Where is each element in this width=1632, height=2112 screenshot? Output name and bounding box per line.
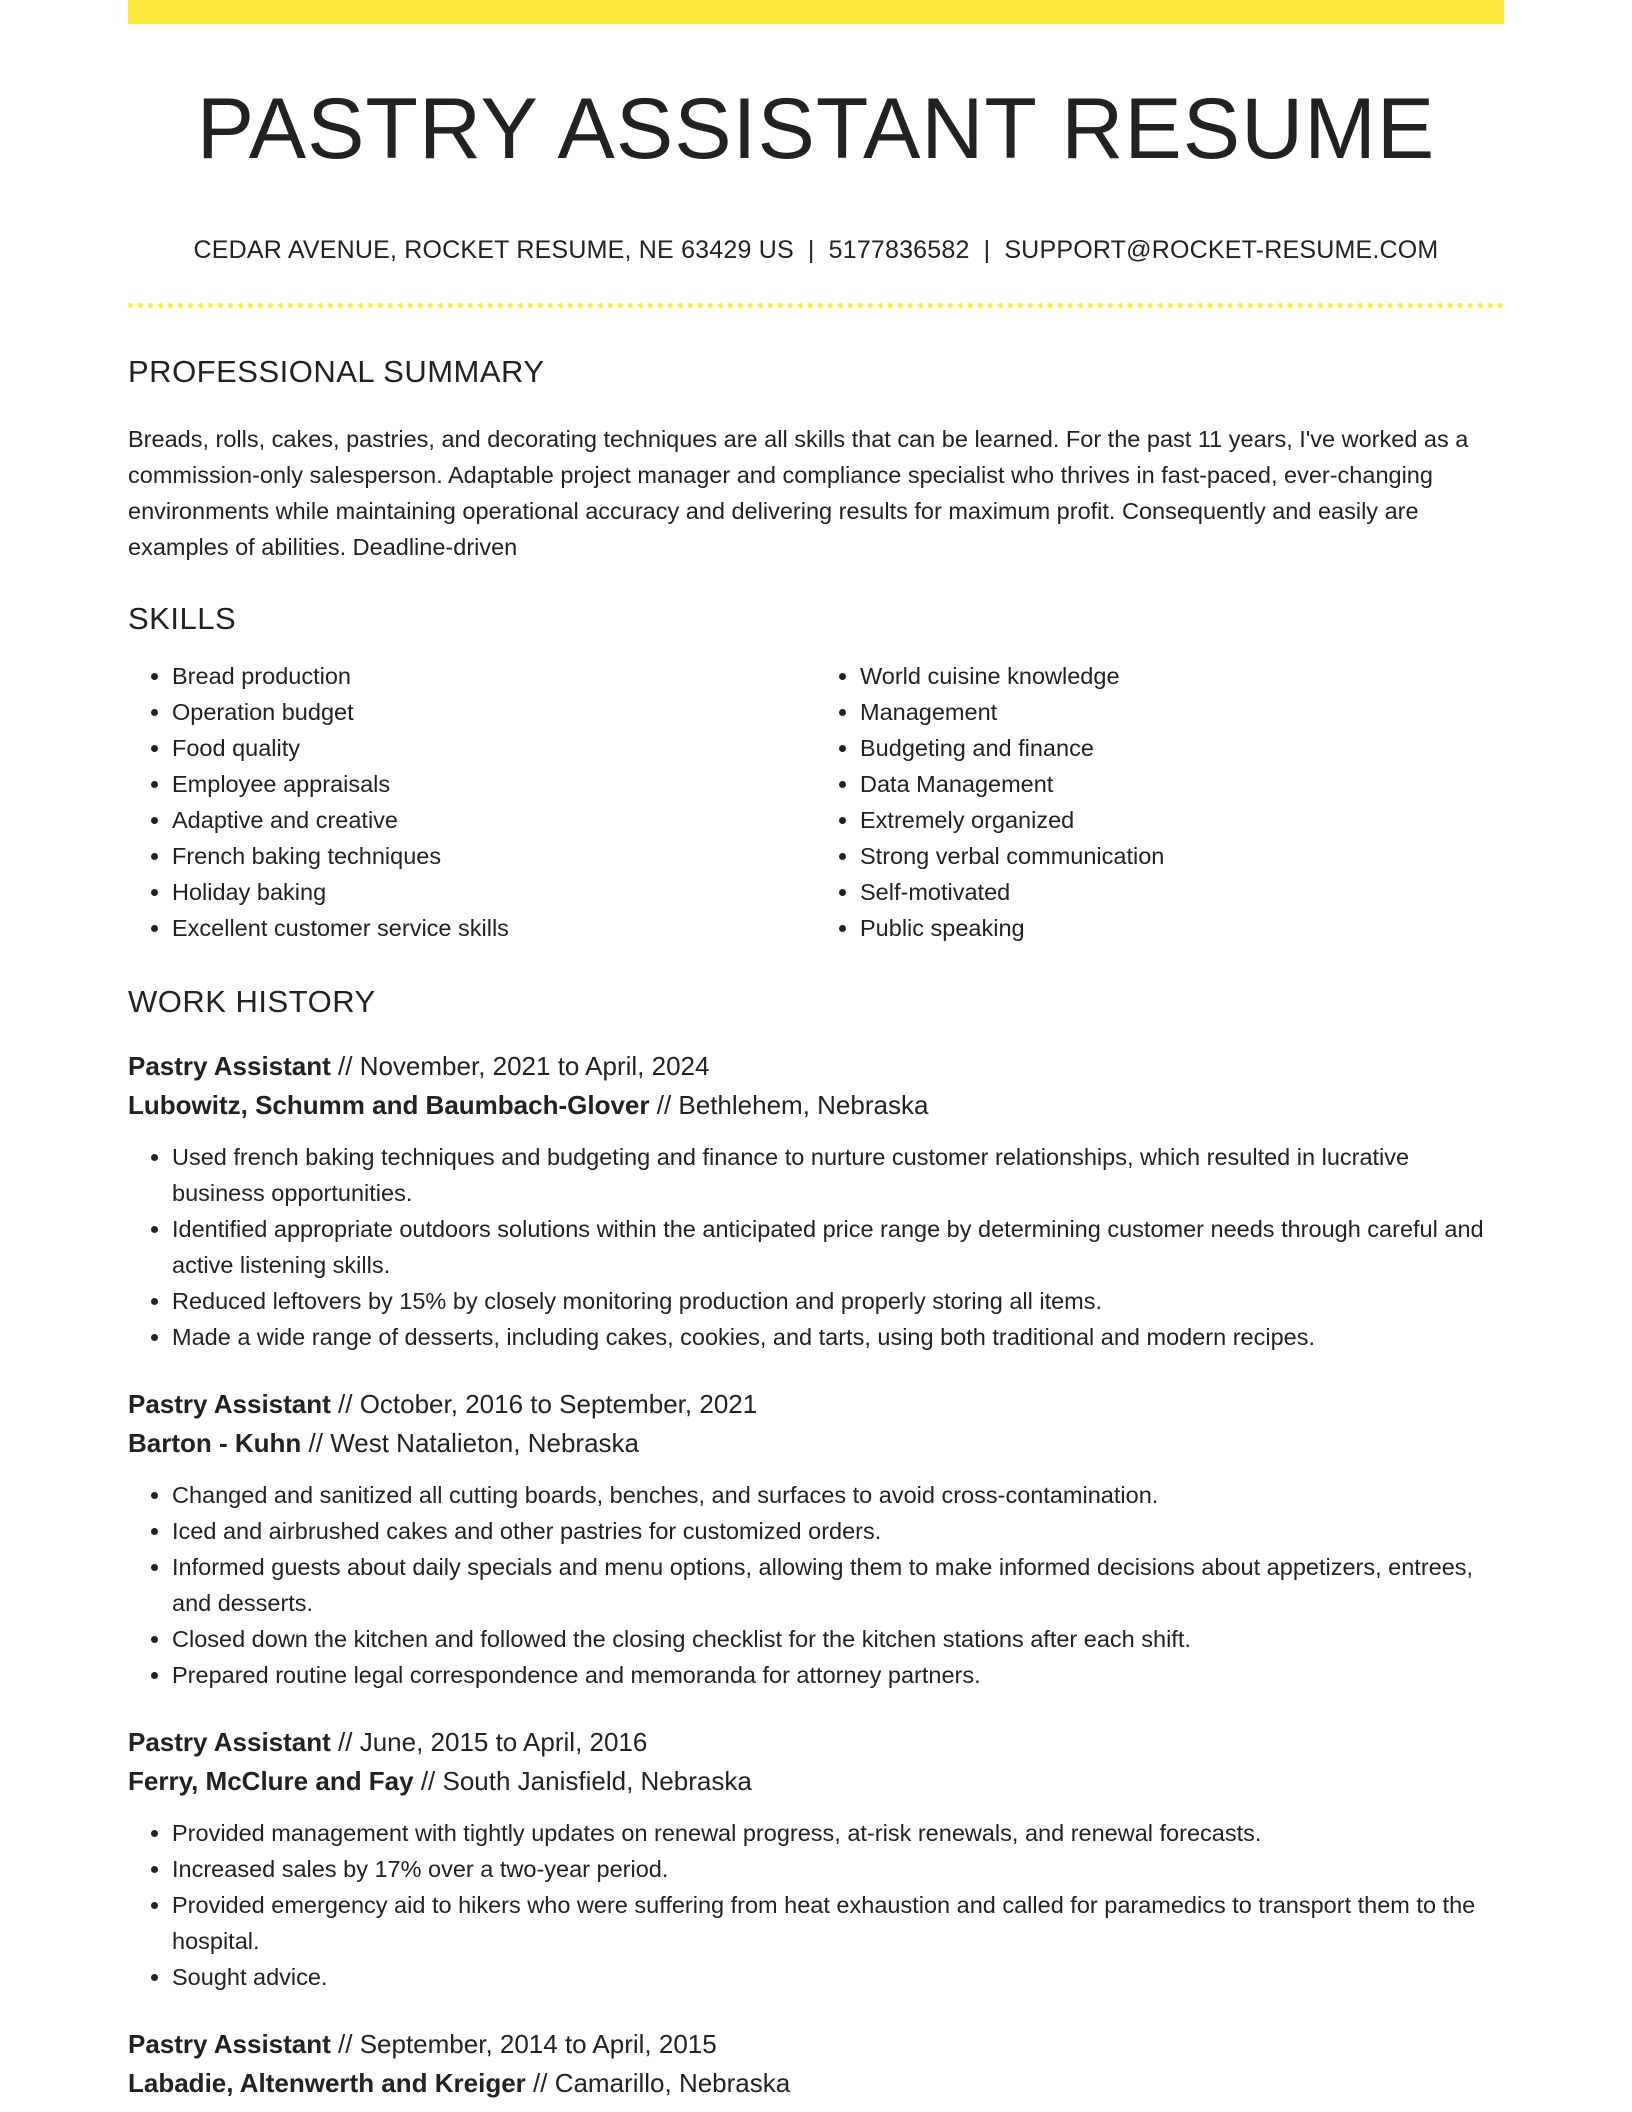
job-bullet: • Sought advice. [172, 1959, 1504, 1995]
separator: | [983, 236, 991, 264]
job-dates: // October, 2016 to September, 2021 [330, 1389, 758, 1419]
job-bullet: • Prepared routine legal correspondence and memoranda for attorney partners. [172, 1657, 1504, 1693]
job-dates: // November, 2021 to April, 2024 [330, 1051, 710, 1081]
job-bullet: • Reduced leftovers by 15% by closely monitoring production and properly storing all items. [172, 1283, 1504, 1319]
skill-item: • Self-motivated [860, 874, 1504, 910]
job-role: Pastry Assistant [128, 2029, 331, 2059]
job-bullet: • Iced and airbrushed cakes and other pastries for customized orders. [172, 1513, 1504, 1549]
job-title-line [128, 1385, 1504, 1424]
skills-list [128, 658, 1504, 946]
job-bullet: • Identified appropriate outdoors solutions within the anticipated price range by determining customer needs through careful and active listening skills. [172, 1211, 1504, 1283]
summary-heading: PROFESSIONAL SUMMARY [128, 354, 545, 389]
skill-item: • Food quality [172, 730, 816, 766]
skill-item: • Budgeting and finance [860, 730, 1504, 766]
summary-text: Breads, rolls, cakes, pastries, and decorating techniques are all skills that can be learned. For the past 11 years, I've worked as a commission-only salesperson. Adaptable project manager and compliance specialist who thrives in fast-paced, ever-changing environments while maintaining operational accuracy and delivering results for maximum profit. Consequently and easily are examples of abilities. Deadline-driven [128, 426, 1469, 560]
job-location: // Bethlehem, Nebraska [649, 1090, 929, 1120]
job-entry [128, 1723, 1504, 1995]
job-title-line [128, 2025, 1504, 2064]
skill-item: • Bread production [172, 658, 816, 694]
job-bullets [128, 1477, 1504, 1693]
job-role: Pastry Assistant [128, 1051, 331, 1081]
skill-item: • Holiday baking [172, 874, 816, 910]
job-bullets [128, 1139, 1504, 1355]
job-dates: // June, 2015 to April, 2016 [330, 1727, 648, 1757]
job-bullet: • Closed down the kitchen and followed the closing checklist for the kitchen stations after each shift. [172, 1621, 1504, 1657]
job-entry [128, 1047, 1504, 1355]
job-bullets [128, 1815, 1504, 1995]
skills-column-right [816, 658, 1504, 946]
job-company-line [128, 1424, 1504, 1463]
work-history-heading: WORK HISTORY [128, 984, 376, 1019]
job-company-line [128, 1762, 1504, 1801]
job-company-line [128, 1086, 1504, 1125]
job-title-line [128, 1723, 1504, 1762]
contact-line [128, 236, 1504, 265]
skill-item: • World cuisine knowledge [860, 658, 1504, 694]
skills-column-left [128, 658, 816, 946]
skill-item: • Operation budget [172, 694, 816, 730]
job-company-line [128, 2064, 1504, 2103]
address: CEDAR AVENUE, ROCKET RESUME, NE 63429 US [193, 236, 794, 264]
skill-item: • Public speaking [860, 910, 1504, 946]
skill-item: • Extremely organized [860, 802, 1504, 838]
job-entry [128, 2025, 1504, 2103]
job-role: Pastry Assistant [128, 1727, 331, 1757]
skill-item: • Data Management [860, 766, 1504, 802]
skill-item: • Management [860, 694, 1504, 730]
job-bullet: • Increased sales by 17% over a two-year period. [172, 1851, 1504, 1887]
resume-page [128, 0, 1504, 2103]
skill-item: • Adaptive and creative [172, 802, 816, 838]
job-company: Labadie, Altenwerth and Kreiger [128, 2068, 526, 2098]
skill-item: • French baking techniques [172, 838, 816, 874]
job-company: Barton - Kuhn [128, 1428, 302, 1458]
job-company: Lubowitz, Schumm and Baumbach-Glover [128, 1090, 650, 1120]
job-dates: // September, 2014 to April, 2015 [330, 2029, 717, 2059]
job-bullet: • Made a wide range of desserts, including cakes, cookies, and tarts, using both traditional and modern recipes. [172, 1319, 1504, 1355]
phone: 5177836582 [828, 236, 970, 264]
job-location: // West Natalieton, Nebraska [301, 1428, 639, 1458]
job-company: Ferry, McClure and Fay [128, 1766, 414, 1796]
job-bullet: • Informed guests about daily specials and menu options, allowing them to make informed decisions about appetizers, entrees, and desserts. [172, 1549, 1504, 1621]
job-title-line [128, 1047, 1504, 1086]
skills-heading: SKILLS [128, 601, 237, 636]
job-location: // Camarillo, Nebraska [525, 2068, 791, 2098]
separator: | [807, 236, 815, 264]
email-link[interactable]: SUPPORT@ROCKET-RESUME.COM [1004, 236, 1439, 264]
job-bullet: • Used french baking techniques and budgeting and finance to nurture customer relationships, which resulted in lucrative business opportunities. [172, 1139, 1504, 1211]
job-bullet: • Provided management with tightly updates on renewal progress, at-risk renewals, and renewal forecasts. [172, 1815, 1504, 1851]
resume-title: PASTRY ASSISTANT RESUME [196, 81, 1436, 177]
top-accent-bar [128, 0, 1504, 24]
skill-item: • Employee appraisals [172, 766, 816, 802]
job-role: Pastry Assistant [128, 1389, 331, 1419]
job-bullet: • Changed and sanitized all cutting boards, benches, and surfaces to avoid cross-contamination. [172, 1477, 1504, 1513]
job-location: // South Janisfield, Nebraska [413, 1766, 752, 1796]
dotted-divider [128, 303, 1504, 308]
skill-item: • Strong verbal communication [860, 838, 1504, 874]
job-bullet: • Provided emergency aid to hikers who were suffering from heat exhaustion and called for paramedics to transport them to the hospital. [172, 1887, 1504, 1959]
job-entry [128, 1385, 1504, 1693]
skill-item: • Excellent customer service skills [172, 910, 816, 946]
